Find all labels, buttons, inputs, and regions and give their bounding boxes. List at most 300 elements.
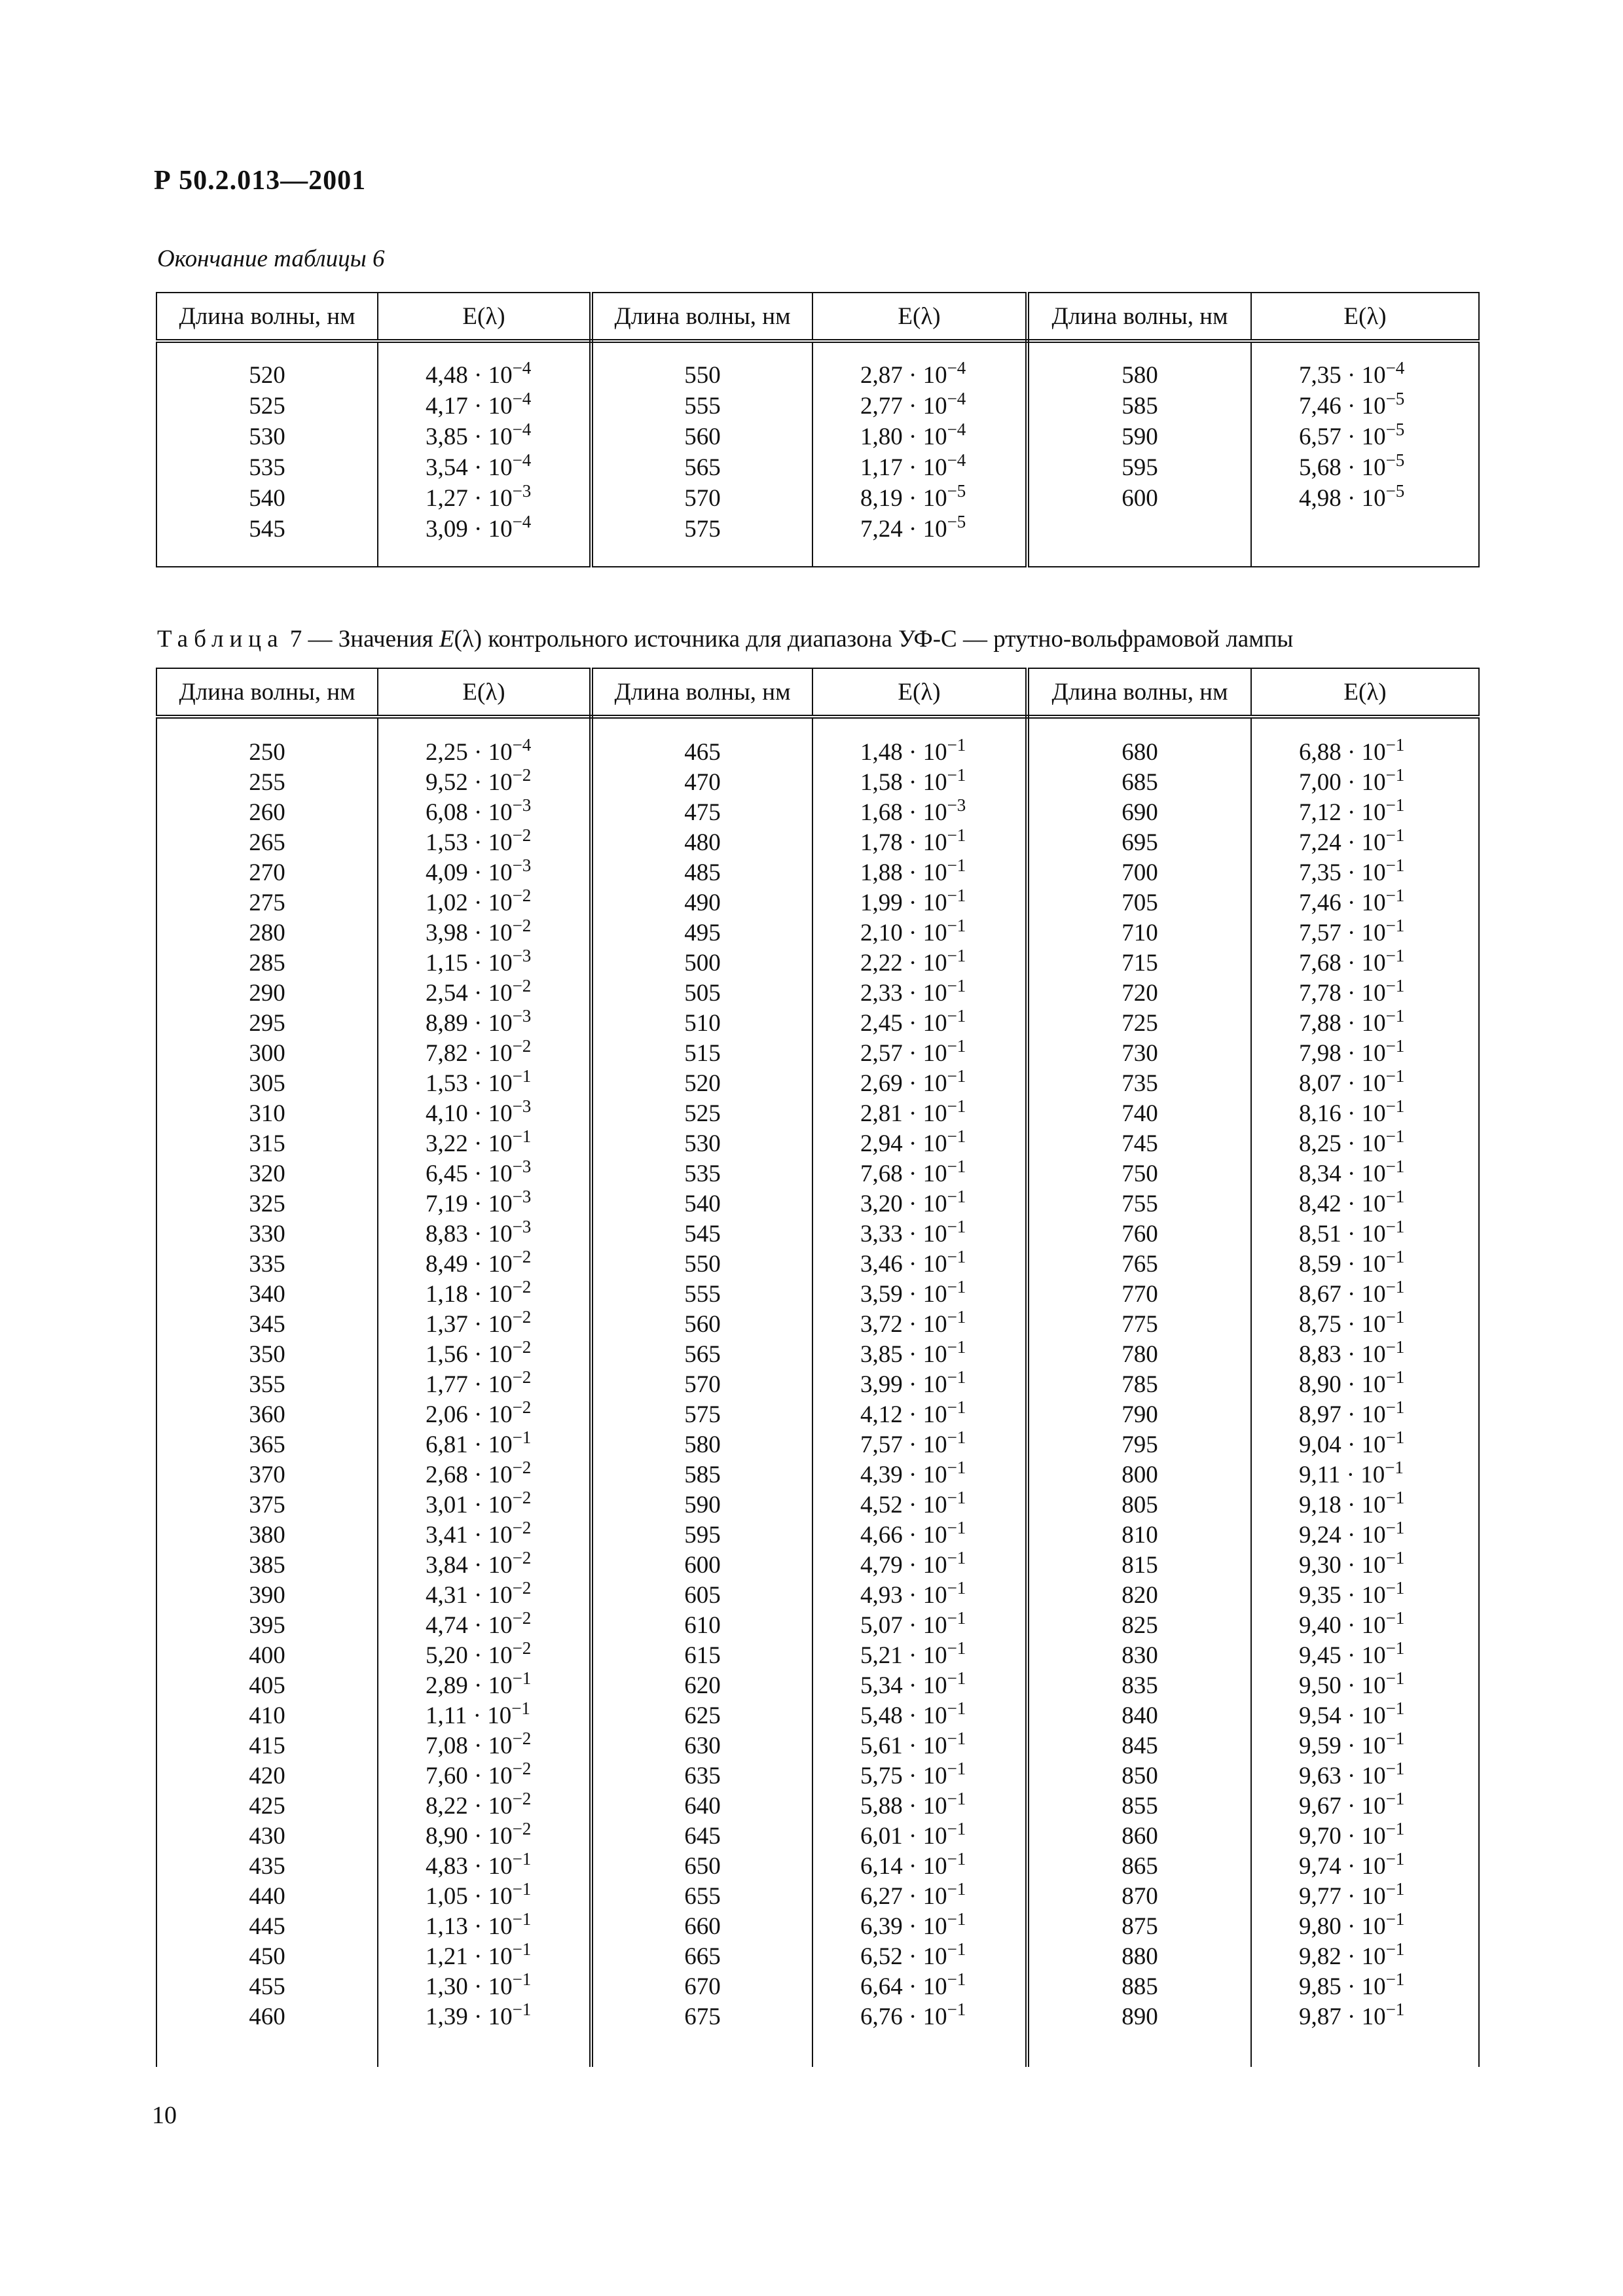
e-value-cell bbox=[378, 857, 591, 888]
e-value-cell bbox=[1251, 734, 1479, 767]
e-value-cell bbox=[378, 1158, 591, 1189]
wavelength-cell: 670 bbox=[591, 1971, 812, 2001]
e-value-cell bbox=[1251, 764, 1479, 797]
wavelength-cell: 570 bbox=[591, 483, 812, 514]
e-value-mantissa: 3,01 · 10 bbox=[426, 1491, 513, 1518]
e-value-exponent: −1 bbox=[512, 1999, 532, 2019]
table-row bbox=[156, 1911, 1479, 1941]
e-value-cell bbox=[1251, 1186, 1479, 1219]
e-value-cell bbox=[812, 422, 1027, 452]
spacer-cell bbox=[591, 545, 812, 567]
e-value-mantissa: 7,35 · 10 bbox=[1299, 362, 1386, 389]
table-row bbox=[156, 1399, 1479, 1429]
e-value-cell bbox=[378, 360, 591, 391]
table-row bbox=[156, 1610, 1479, 1640]
e-value-mantissa: 3,46 · 10 bbox=[860, 1250, 947, 1278]
e-value-mantissa: 8,07 · 10 bbox=[1299, 1069, 1386, 1097]
wavelength-cell: 530 bbox=[591, 1128, 812, 1158]
table-row bbox=[156, 1128, 1479, 1158]
e-value-exponent: −2 bbox=[512, 1457, 532, 1477]
e-value-exponent: −2 bbox=[512, 1577, 532, 1598]
e-value-exponent: −1 bbox=[512, 1427, 532, 1447]
table-row bbox=[156, 1640, 1479, 1670]
table-row bbox=[156, 1038, 1479, 1068]
wavelength-cell: 450 bbox=[156, 1941, 378, 1971]
wavelength-cell: 415 bbox=[156, 1731, 378, 1761]
e-value-exponent: −1 bbox=[947, 1848, 966, 1869]
table-row bbox=[156, 978, 1479, 1008]
e-value-cell bbox=[378, 1818, 591, 1851]
wavelength-cell: 355 bbox=[156, 1369, 378, 1399]
table7-header-e: E(λ) bbox=[378, 668, 591, 717]
wavelength-cell: 615 bbox=[591, 1640, 812, 1670]
table6-header-wavelength: Длина волны, нм bbox=[1027, 293, 1251, 341]
e-value-exponent: −2 bbox=[512, 1788, 532, 1808]
e-value-exponent: −1 bbox=[1385, 1156, 1405, 1176]
e-value-exponent: −3 bbox=[512, 481, 532, 501]
table6-caption: Окончание таблицы 6 bbox=[157, 245, 385, 272]
e-value-exponent: −1 bbox=[1385, 1668, 1405, 1688]
e-value-exponent: −4 bbox=[1385, 358, 1405, 378]
e-value-exponent: −1 bbox=[947, 1969, 966, 1989]
wavelength-cell: 755 bbox=[1027, 1189, 1251, 1219]
e-value-mantissa: 5,61 · 10 bbox=[860, 1732, 947, 1759]
e-value-exponent: −1 bbox=[1385, 1818, 1405, 1839]
table-row bbox=[156, 1761, 1479, 1791]
wavelength-cell: 405 bbox=[156, 1670, 378, 1700]
table-row bbox=[156, 1309, 1479, 1339]
e-value-exponent: −1 bbox=[947, 1216, 966, 1236]
table-row bbox=[156, 1008, 1479, 1038]
table-row bbox=[156, 514, 1479, 545]
e-value-cell bbox=[1251, 422, 1479, 452]
e-value-exponent: −1 bbox=[1385, 1638, 1405, 1658]
e-value-exponent: −1 bbox=[947, 1427, 966, 1447]
e-value-exponent: −5 bbox=[947, 481, 966, 501]
e-value-mantissa: 9,40 · 10 bbox=[1299, 1611, 1386, 1639]
e-value-cell bbox=[1251, 1336, 1479, 1369]
e-value-mantissa: 2,68 · 10 bbox=[426, 1461, 513, 1488]
e-value-exponent: −1 bbox=[947, 1939, 966, 1959]
e-value-exponent: −1 bbox=[1385, 885, 1405, 905]
wavelength-cell: 680 bbox=[1027, 737, 1251, 767]
wavelength-cell: 425 bbox=[156, 1791, 378, 1821]
e-value-mantissa: 1,78 · 10 bbox=[860, 829, 947, 856]
e-value-mantissa: 8,83 · 10 bbox=[1299, 1340, 1386, 1368]
table7-caption-text-1: 7 — Значения bbox=[283, 626, 439, 653]
e-value-exponent: −1 bbox=[947, 1818, 966, 1839]
table-row bbox=[156, 918, 1479, 948]
e-value-exponent: −4 bbox=[512, 389, 532, 408]
table6-header-e: E(λ) bbox=[378, 293, 591, 341]
e-value-mantissa: 4,10 · 10 bbox=[426, 1100, 513, 1127]
e-value-cell bbox=[1251, 1005, 1479, 1038]
page-number: 10 bbox=[152, 2102, 177, 2129]
e-value-mantissa: 4,98 · 10 bbox=[1299, 485, 1386, 512]
wavelength-cell: 285 bbox=[156, 948, 378, 978]
e-value-cell bbox=[812, 1128, 1027, 1158]
e-value-cell bbox=[1251, 1818, 1479, 1851]
e-value-cell bbox=[1251, 1369, 1479, 1399]
wavelength-cell: 590 bbox=[591, 1490, 812, 1520]
table-end-row bbox=[156, 2032, 1479, 2067]
e-value-mantissa: 4,09 · 10 bbox=[426, 859, 513, 886]
e-value-exponent: −1 bbox=[1385, 1547, 1405, 1568]
e-value-cell bbox=[812, 827, 1027, 857]
table-row bbox=[156, 827, 1479, 857]
e-value-mantissa: 9,63 · 10 bbox=[1299, 1762, 1386, 1789]
e-value-mantissa: 6,27 · 10 bbox=[860, 1882, 947, 1910]
wavelength-cell: 600 bbox=[1027, 483, 1251, 514]
e-value-mantissa: 5,34 · 10 bbox=[860, 1672, 947, 1699]
wavelength-cell: 715 bbox=[1027, 948, 1251, 978]
e-value-cell bbox=[1251, 1517, 1479, 1550]
e-value-cell bbox=[378, 1035, 591, 1068]
e-value-cell bbox=[1251, 1640, 1479, 1670]
wavelength-cell: 725 bbox=[1027, 1008, 1251, 1038]
e-value-exponent: −1 bbox=[1385, 1035, 1405, 1056]
wavelength-cell: 555 bbox=[591, 1279, 812, 1309]
e-value-mantissa: 5,21 · 10 bbox=[860, 1641, 947, 1669]
table-row bbox=[156, 1851, 1479, 1881]
e-value-exponent: −1 bbox=[947, 1397, 966, 1417]
e-value-cell bbox=[1251, 1457, 1479, 1490]
e-value-exponent: −3 bbox=[512, 1096, 532, 1116]
e-value-cell bbox=[812, 1399, 1027, 1429]
wavelength-cell: 560 bbox=[591, 1309, 812, 1339]
e-value-cell bbox=[812, 1547, 1027, 1580]
e-value-mantissa: 4,79 · 10 bbox=[860, 1551, 947, 1579]
e-value-exponent: −1 bbox=[1385, 1005, 1405, 1026]
wavelength-cell: 750 bbox=[1027, 1158, 1251, 1189]
e-value-mantissa: 4,48 · 10 bbox=[426, 362, 513, 389]
e-value-cell bbox=[378, 975, 591, 1008]
e-value-exponent: −1 bbox=[1385, 1427, 1405, 1447]
e-value-exponent: −1 bbox=[947, 915, 966, 935]
wavelength-cell: 320 bbox=[156, 1158, 378, 1189]
e-value-mantissa: 1,56 · 10 bbox=[426, 1340, 513, 1368]
e-value-exponent: −3 bbox=[512, 1005, 532, 1026]
table-row bbox=[156, 1821, 1479, 1851]
wavelength-cell: 500 bbox=[591, 948, 812, 978]
e-value-cell bbox=[378, 1276, 591, 1309]
e-value-exponent: −1 bbox=[1385, 1999, 1405, 2019]
e-value-exponent: −1 bbox=[947, 1909, 966, 1929]
wavelength-cell: 780 bbox=[1027, 1339, 1251, 1369]
e-value-mantissa: 2,33 · 10 bbox=[860, 979, 947, 1007]
e-value-mantissa: 2,77 · 10 bbox=[860, 393, 947, 420]
wavelength-cell: 695 bbox=[1027, 827, 1251, 857]
wavelength-cell: 585 bbox=[1027, 391, 1251, 422]
wavelength-cell: 385 bbox=[156, 1550, 378, 1580]
e-value-exponent: −2 bbox=[512, 885, 532, 905]
e-value-cell bbox=[378, 915, 591, 948]
table-row bbox=[156, 422, 1479, 452]
table-row bbox=[156, 1429, 1479, 1460]
e-value-mantissa: 9,85 · 10 bbox=[1299, 1973, 1386, 2000]
e-value-exponent: −1 bbox=[1385, 1939, 1405, 1959]
table-row bbox=[156, 1279, 1479, 1309]
e-value-exponent: −3 bbox=[512, 1156, 532, 1176]
wavelength-cell: 775 bbox=[1027, 1309, 1251, 1339]
e-value-mantissa: 9,87 · 10 bbox=[1299, 2003, 1386, 2030]
table7-header-wavelength: Длина волны, нм bbox=[156, 668, 378, 717]
e-value-mantissa: 4,66 · 10 bbox=[860, 1521, 947, 1549]
e-value-cell bbox=[1251, 514, 1479, 545]
e-value-exponent: −1 bbox=[1385, 1276, 1405, 1297]
wavelength-cell: 525 bbox=[156, 391, 378, 422]
wavelength-cell: 795 bbox=[1027, 1429, 1251, 1460]
e-value-exponent: −2 bbox=[512, 1397, 532, 1417]
table-row bbox=[156, 1670, 1479, 1700]
wavelength-cell: 605 bbox=[591, 1580, 812, 1610]
e-value-mantissa: 1,18 · 10 bbox=[426, 1280, 513, 1308]
e-value-exponent: −1 bbox=[947, 1276, 966, 1297]
spacer-cell bbox=[1251, 341, 1479, 360]
e-value-mantissa: 9,50 · 10 bbox=[1299, 1672, 1386, 1699]
e-value-cell bbox=[812, 1640, 1027, 1670]
e-value-mantissa: 1,48 · 10 bbox=[860, 738, 947, 766]
e-value-mantissa: 9,45 · 10 bbox=[1299, 1641, 1386, 1669]
spacer-cell bbox=[1027, 717, 1251, 737]
e-value-exponent: −1 bbox=[947, 1035, 966, 1056]
e-value-mantissa: 7,60 · 10 bbox=[426, 1762, 513, 1789]
wavelength-cell: 765 bbox=[1027, 1249, 1251, 1279]
spacer-cell bbox=[591, 717, 812, 737]
e-value-mantissa: 5,20 · 10 bbox=[426, 1641, 513, 1669]
e-value-exponent: −3 bbox=[947, 795, 966, 815]
e-value-exponent: −1 bbox=[1385, 1909, 1405, 1929]
wavelength-cell: 720 bbox=[1027, 978, 1251, 1008]
wavelength-cell: 590 bbox=[1027, 422, 1251, 452]
e-value-exponent: −1 bbox=[1385, 1848, 1405, 1869]
e-value-mantissa: 4,74 · 10 bbox=[426, 1611, 513, 1639]
e-value-cell bbox=[812, 514, 1027, 545]
wavelength-cell: 860 bbox=[1027, 1821, 1251, 1851]
e-value-exponent: −2 bbox=[512, 1728, 532, 1748]
e-value-exponent: −3 bbox=[512, 1216, 532, 1236]
e-value-mantissa: 1,02 · 10 bbox=[426, 889, 513, 916]
wavelength-cell bbox=[1027, 514, 1251, 545]
wavelength-cell: 495 bbox=[591, 918, 812, 948]
spacer-cell bbox=[591, 2032, 812, 2067]
e-value-cell bbox=[1251, 797, 1479, 827]
e-value-mantissa: 6,64 · 10 bbox=[860, 1973, 947, 2000]
wavelength-cell: 270 bbox=[156, 857, 378, 888]
e-value-mantissa: 6,39 · 10 bbox=[860, 1912, 947, 1940]
e-value-mantissa: 9,24 · 10 bbox=[1299, 1521, 1386, 1549]
e-value-mantissa: 3,20 · 10 bbox=[860, 1190, 947, 1217]
e-value-exponent: −1 bbox=[1385, 855, 1405, 875]
e-value-exponent: −1 bbox=[947, 1758, 966, 1778]
e-value-cell bbox=[378, 945, 591, 978]
spacer-cell bbox=[156, 2032, 378, 2067]
e-value-exponent: −1 bbox=[947, 734, 966, 755]
e-value-mantissa: 7,24 · 10 bbox=[1299, 829, 1386, 856]
wavelength-cell: 845 bbox=[1027, 1731, 1251, 1761]
e-value-cell bbox=[378, 764, 591, 797]
e-value-cell bbox=[1251, 360, 1479, 391]
e-value-mantissa: 6,76 · 10 bbox=[860, 2003, 947, 2030]
e-value-mantissa: 2,54 · 10 bbox=[426, 979, 513, 1007]
table-row bbox=[156, 1219, 1479, 1249]
table-spacer-row bbox=[156, 717, 1479, 737]
wavelength-cell: 370 bbox=[156, 1460, 378, 1490]
e-value-cell bbox=[1251, 1577, 1479, 1610]
e-value-mantissa: 8,67 · 10 bbox=[1299, 1280, 1386, 1308]
e-value-cell bbox=[378, 1878, 591, 1911]
table-row bbox=[156, 1700, 1479, 1731]
e-value-mantissa: 2,69 · 10 bbox=[860, 1069, 947, 1097]
e-value-exponent: −1 bbox=[1385, 1728, 1405, 1748]
e-value-mantissa: 9,18 · 10 bbox=[1299, 1491, 1386, 1518]
e-value-cell bbox=[1251, 1035, 1479, 1068]
e-value-mantissa: 7,57 · 10 bbox=[1299, 919, 1386, 946]
table-row bbox=[156, 1158, 1479, 1189]
wavelength-cell: 655 bbox=[591, 1881, 812, 1911]
e-value-cell bbox=[378, 1700, 591, 1731]
e-value-mantissa: 8,42 · 10 bbox=[1299, 1190, 1386, 1217]
e-value-cell bbox=[1251, 975, 1479, 1008]
e-value-cell bbox=[812, 975, 1027, 1008]
e-value-mantissa: 5,75 · 10 bbox=[860, 1762, 947, 1789]
wavelength-cell: 530 bbox=[156, 422, 378, 452]
e-value-exponent: −1 bbox=[947, 1638, 966, 1658]
table-row bbox=[156, 1068, 1479, 1098]
e-value-cell bbox=[812, 1158, 1027, 1189]
e-value-mantissa: 1,21 · 10 bbox=[426, 1943, 513, 1970]
wavelength-cell: 480 bbox=[591, 827, 812, 857]
e-value-mantissa: 2,94 · 10 bbox=[860, 1130, 947, 1157]
e-value-cell bbox=[1251, 1098, 1479, 1128]
e-value-mantissa: 6,45 · 10 bbox=[426, 1160, 513, 1187]
e-value-exponent: −2 bbox=[512, 1607, 532, 1628]
e-value-mantissa: 9,35 · 10 bbox=[1299, 1581, 1386, 1609]
spacer-cell bbox=[156, 341, 378, 360]
e-value-cell bbox=[812, 1186, 1027, 1219]
wavelength-cell: 395 bbox=[156, 1610, 378, 1640]
wavelength-cell: 610 bbox=[591, 1610, 812, 1640]
e-value-cell bbox=[378, 827, 591, 857]
wavelength-cell: 810 bbox=[1027, 1520, 1251, 1550]
e-value-exponent: −1 bbox=[512, 1668, 532, 1688]
e-value-cell bbox=[1251, 1878, 1479, 1911]
e-value-mantissa: 4,31 · 10 bbox=[426, 1581, 513, 1609]
e-value-mantissa: 3,99 · 10 bbox=[860, 1371, 947, 1398]
e-value-mantissa: 5,07 · 10 bbox=[860, 1611, 947, 1639]
wavelength-cell: 325 bbox=[156, 1189, 378, 1219]
e-value-cell bbox=[1251, 1276, 1479, 1309]
e-value-mantissa: 8,75 · 10 bbox=[1299, 1310, 1386, 1338]
table7-caption bbox=[157, 625, 1480, 653]
e-value-mantissa: 3,85 · 10 bbox=[860, 1340, 947, 1368]
e-value-exponent: −2 bbox=[512, 764, 532, 785]
e-value-cell bbox=[1251, 885, 1479, 918]
wavelength-cell: 490 bbox=[591, 888, 812, 918]
e-value-mantissa: 9,54 · 10 bbox=[1299, 1702, 1386, 1729]
e-value-mantissa: 3,09 · 10 bbox=[426, 516, 513, 543]
wavelength-cell: 675 bbox=[591, 2001, 812, 2032]
wavelength-cell: 535 bbox=[156, 452, 378, 483]
e-value-mantissa: 1,39 · 10 bbox=[426, 2003, 513, 2030]
wavelength-cell: 595 bbox=[591, 1520, 812, 1550]
wavelength-cell: 550 bbox=[591, 1249, 812, 1279]
e-value-exponent: −1 bbox=[1385, 1607, 1405, 1628]
e-value-cell bbox=[378, 422, 591, 452]
e-value-mantissa: 7,19 · 10 bbox=[426, 1190, 513, 1217]
e-value-exponent: −1 bbox=[947, 1336, 966, 1357]
spacer-cell bbox=[1027, 2032, 1251, 2067]
e-value-mantissa: 3,54 · 10 bbox=[426, 454, 513, 481]
table-spacer-row bbox=[156, 341, 1479, 360]
e-value-cell bbox=[812, 885, 1027, 918]
e-value-exponent: −1 bbox=[1385, 1788, 1405, 1808]
e-value-exponent: −1 bbox=[947, 1126, 966, 1146]
table-row bbox=[156, 857, 1479, 888]
e-value-mantissa: 7,78 · 10 bbox=[1299, 979, 1386, 1007]
e-value-exponent: −1 bbox=[947, 1066, 966, 1086]
e-value-mantissa: 1,88 · 10 bbox=[860, 859, 947, 886]
e-value-cell bbox=[378, 2001, 591, 2032]
e-value-exponent: −1 bbox=[512, 1126, 532, 1146]
e-value-cell bbox=[1251, 1487, 1479, 1520]
e-value-mantissa: 1,37 · 10 bbox=[426, 1310, 513, 1338]
e-value-cell bbox=[1251, 1728, 1479, 1761]
e-value-exponent: −1 bbox=[1385, 764, 1405, 785]
e-value-exponent: −1 bbox=[1385, 825, 1405, 845]
e-value-mantissa: 6,14 · 10 bbox=[860, 1852, 947, 1880]
wavelength-cell: 545 bbox=[591, 1219, 812, 1249]
e-value-mantissa: 7,88 · 10 bbox=[1299, 1009, 1386, 1037]
e-value-exponent: −2 bbox=[512, 1487, 532, 1507]
e-value-exponent: −1 bbox=[511, 1698, 530, 1718]
e-value-mantissa: 9,52 · 10 bbox=[426, 768, 513, 796]
e-value-cell bbox=[378, 1758, 591, 1791]
e-value-exponent: −1 bbox=[1385, 795, 1405, 815]
e-value-exponent: −4 bbox=[512, 450, 532, 470]
e-value-cell bbox=[1251, 1158, 1479, 1189]
wavelength-cell: 705 bbox=[1027, 888, 1251, 918]
wavelength-cell: 545 bbox=[156, 514, 378, 545]
e-value-cell bbox=[1251, 1429, 1479, 1460]
e-value-cell bbox=[812, 1517, 1027, 1550]
e-value-mantissa: 9,67 · 10 bbox=[1299, 1792, 1386, 1820]
e-value-cell bbox=[1251, 1788, 1479, 1821]
e-value-cell bbox=[1251, 915, 1479, 948]
e-value-cell bbox=[812, 1487, 1027, 1520]
e-value-cell bbox=[378, 1186, 591, 1219]
e-value-exponent: −1 bbox=[947, 1668, 966, 1688]
wavelength-cell: 540 bbox=[591, 1189, 812, 1219]
e-value-exponent: −1 bbox=[947, 1607, 966, 1628]
e-value-mantissa: 8,51 · 10 bbox=[1299, 1220, 1386, 1247]
e-value-exponent: −1 bbox=[947, 1517, 966, 1537]
wavelength-cell: 295 bbox=[156, 1008, 378, 1038]
e-value-cell bbox=[1251, 1607, 1479, 1640]
e-value-exponent: −2 bbox=[512, 1276, 532, 1297]
wavelength-cell: 305 bbox=[156, 1068, 378, 1098]
e-value-cell bbox=[378, 1577, 591, 1610]
e-value-cell bbox=[378, 483, 591, 514]
table-row bbox=[156, 1339, 1479, 1369]
e-value-exponent: −1 bbox=[947, 764, 966, 785]
e-value-exponent: −1 bbox=[1385, 1698, 1405, 1718]
spacer-cell bbox=[156, 545, 378, 567]
e-value-mantissa: 2,10 · 10 bbox=[860, 919, 947, 946]
wavelength-cell: 520 bbox=[591, 1068, 812, 1098]
e-value-cell bbox=[378, 1098, 591, 1128]
e-value-cell bbox=[812, 452, 1027, 483]
